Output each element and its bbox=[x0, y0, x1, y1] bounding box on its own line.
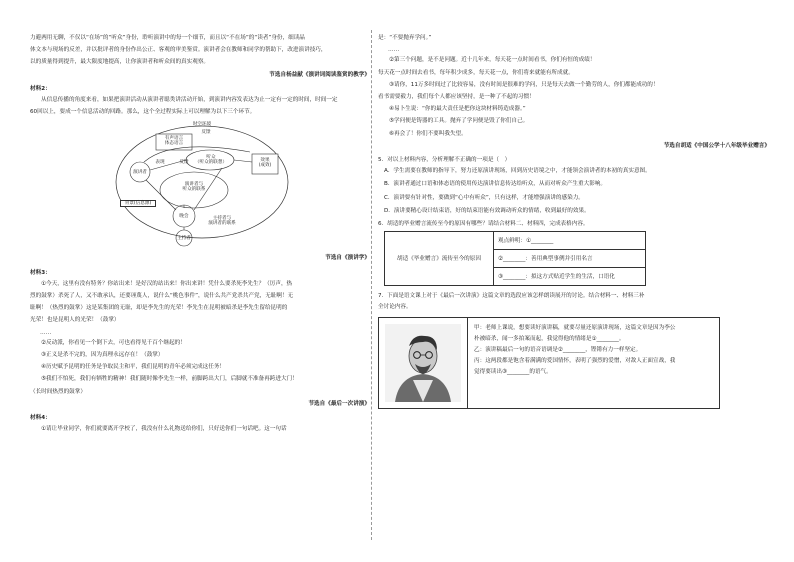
right-line-1: ②第三个问题，是不是问题。近十几年来，每天花一点时间看书，你们有恒的成绩！ bbox=[389, 57, 596, 64]
right-more-3: ⑥再会了！你们不要叫我失望。 bbox=[389, 130, 467, 137]
source-3: 节选自《最后一次讲演》 bbox=[308, 400, 370, 407]
diagram-background-box: 背景(信息源) bbox=[120, 200, 156, 207]
right-line-4: 看书需要毅力，我们每个人都应该坚持，是一种了不起的习惯！ bbox=[378, 94, 535, 101]
dialog-line-3: 乙：演讲稿最后一句的语音语调是②________，铿锵有力一样坚定。 bbox=[474, 346, 642, 353]
material-3-more-3: ④历史赋予昆明的任务是争取民主和平，我们昆明的青年必须完成这任务！ bbox=[41, 364, 226, 371]
source-4: 节选自胡适《中国公学十八年级毕业赠言》 bbox=[663, 142, 770, 149]
diagram-host-relation: 主持者与 演讲者的联系 bbox=[208, 216, 236, 227]
diagram-inner-box: 有声语言 体态语言 bbox=[164, 136, 184, 147]
material-2-label: 材料2： bbox=[30, 85, 51, 92]
material-3-more-2: ③正义是杀不完的，因为真理永远存在！（鼓掌） bbox=[41, 352, 164, 359]
dialog-line-5: 觉得要读出③________的语气。 bbox=[474, 368, 552, 375]
table-answer-3[interactable]: ③________：拟这方式贴近学生的生活，口语化 bbox=[494, 268, 646, 286]
material-3-more-4: ⑤我们不怕死，我们有牺牲的精神！我们随时像李先生一样，前脚跨出大门，后脚就不准备再跨进大门！ bbox=[41, 376, 298, 383]
material-3-more-1: ②反动派，你看见一个倒下去，可也看得见千百个继起的！ bbox=[41, 339, 186, 346]
material-2-line-1: 从信息传播的角度来看，如果把演讲活动从演讲者聪类讲活动开始，到演讲内容发表达为止一定有一定的时间，时间一定 bbox=[41, 97, 338, 104]
source-2: 节选自《演讲学》 bbox=[325, 255, 370, 262]
intro-line-1: 力避两用无聊，不仅以“在场”的“听众”身份，聆听演讲中的每一个细节，而且以“不在场”的“读者”身份，细读晶 bbox=[30, 35, 305, 41]
material-2-line-2: 60回以上，要成一个信息活动的回路。那么，这个全过程实际上可以理解为以下三个环节。 bbox=[30, 109, 256, 116]
right-top-line: 是：“不要抛弃学问。” bbox=[378, 35, 432, 41]
source-1: 节选自杨益献《演讲词阅读鉴赏的教学》 bbox=[269, 71, 370, 78]
portrait-image bbox=[385, 324, 461, 402]
material-3-more-5: （长时间热烈的鼓掌） bbox=[30, 388, 86, 395]
question-5-option-d: D．演讲要精心设计结束语，好的结束语能有效调动听众的情绪，收到最好的效果。 bbox=[384, 207, 590, 214]
intro-line-2: 体文本与现场的反差，并以批评者的身份作出公正、客观的审美鉴赏。演讲者会在教师和同学的帮助下，改进演讲技巧， bbox=[30, 47, 327, 54]
diagram-listener: 听众 （听众的联想） bbox=[194, 155, 228, 166]
question-7-line-2: 全讨论内容。 bbox=[378, 304, 412, 311]
material-3-line-1: ①今天，这里有没有特务？你站出来！是好汉的站出来！你出来讲！凭什么要杀死李先生？（厉声，热 bbox=[41, 280, 293, 287]
question-7-dialog bbox=[467, 318, 719, 408]
material-3-line-4: 光荣！也是昆明人的光荣！（鼓掌） bbox=[30, 317, 120, 324]
column-divider bbox=[371, 30, 372, 540]
right-line-3: ③请你，11万多时间过了比较容易，没有时间是很难的学问，只是每天去做一个勤劳的人，你们都能成功的！ bbox=[389, 81, 659, 88]
right-ellipsis: …… bbox=[388, 47, 400, 54]
dialog-line-1: 甲：老师上课说，想要读好演讲稿，就要尽量还原演讲现场，这篇文章是因为李公 bbox=[474, 324, 676, 331]
question-5-option-b: B．演讲者通过口语和体态语的使用传达演讲信息传达给听众，从而对听众产生重大影响。 bbox=[384, 181, 606, 188]
right-more-1: ④易卜生说：“你的最大责任是把你这块材料铸造成器。” bbox=[389, 106, 526, 113]
material-3-label: 材料3： bbox=[30, 269, 51, 276]
question-5-option-a: A．学生需要在教师的指导下，努力还原演讲现场，回到历史语境之中，才能领会演讲者的本初的真实意图。 bbox=[384, 168, 651, 175]
diagram-env-label: 时空环境 bbox=[192, 122, 212, 128]
question-7-box bbox=[378, 317, 720, 409]
table-left-cell: 胡适《毕业赠言》流传至今的原因 bbox=[385, 232, 494, 286]
dialog-line-2: 朴被暗杀，闻一多拍案而起，我觉得他的情绪是①________。 bbox=[474, 335, 625, 342]
material-4-label: 材料4： bbox=[30, 415, 51, 422]
right-line-2: 每天花一点时间去看书，每年积少成多，每天花一点，你们将来就能有所成就。 bbox=[378, 69, 574, 76]
question-7-line-1: 7．下面是语文课上对于《最后一次讲演》这篇文章的选段应该怎样朗读展开的讨论。结合材料一、材料三补 bbox=[378, 293, 645, 300]
dialog-line-4: 丙：这两段都是饱含着满满的爱国情怀，表明了强烈的爱憎，对敌人正面宣战，我 bbox=[474, 357, 676, 364]
diagram-speaker: 演讲者 bbox=[133, 170, 147, 176]
table-answer-1[interactable]: 观点鲜明：①________ bbox=[494, 232, 646, 250]
diagram-host: 主持者 bbox=[177, 236, 191, 242]
question-6-table bbox=[384, 231, 646, 286]
left-column bbox=[30, 34, 370, 437]
material-3-line-3: 耻啊！（热烈的鼓掌）这是某集团的无耻，却是李先生的光荣！李先生在昆明被暗杀是李先生留给昆明的 bbox=[30, 305, 288, 312]
right-more-2: ⑤学问便是铸器的工具。抛弃了学问便是毁了你们自己。 bbox=[389, 118, 529, 125]
table-row bbox=[385, 232, 646, 250]
right-column bbox=[378, 34, 770, 409]
material-3-ellipsis: …… bbox=[40, 329, 52, 336]
diagram-feedback-top: 反馈 bbox=[201, 130, 211, 136]
question-5: 5．对以上材料内容，分析理解不正确的一项是（ ） bbox=[378, 157, 511, 164]
table-answer-2[interactable]: ②________：善用典型事例并引用名言 bbox=[494, 250, 646, 268]
question-6: 6．胡适的毕业赠言流传至今的原因有哪些？请结合材料二、材料四，完成表格内容。 bbox=[378, 221, 589, 228]
diagram-center: 演讲者与 听众的联系 bbox=[182, 182, 206, 193]
diagram-send-label: 表现 bbox=[155, 160, 165, 166]
communication-diagram bbox=[112, 120, 292, 250]
diagram-result: 效果 (成效) bbox=[258, 158, 272, 169]
intro-line-3: 以的质量得到提升，最大限度地提高，让你演讲者和听众间的真实观察。 bbox=[30, 59, 210, 66]
diagram-feedback-mid: 反馈 bbox=[179, 160, 189, 166]
diagram-evening: 晚会 bbox=[179, 214, 189, 220]
material-3-line-2: 烈的鼓掌）杀死了人，又不敢承认，还要诬蔑人，说什么“桃色事件”，说什么共产党杀共产党，无耻啊！无 bbox=[30, 293, 294, 300]
material-4-line-1: ①请让毕业同学，你们就要离开学校了，我没有什么礼物送给你们，只好送你们一句话吧。这一句话 bbox=[41, 426, 287, 433]
question-5-option-c: C．演讲要有针对性，要做到“心中有听众”，只有这样，才能增强演讲的感染力。 bbox=[384, 194, 584, 201]
